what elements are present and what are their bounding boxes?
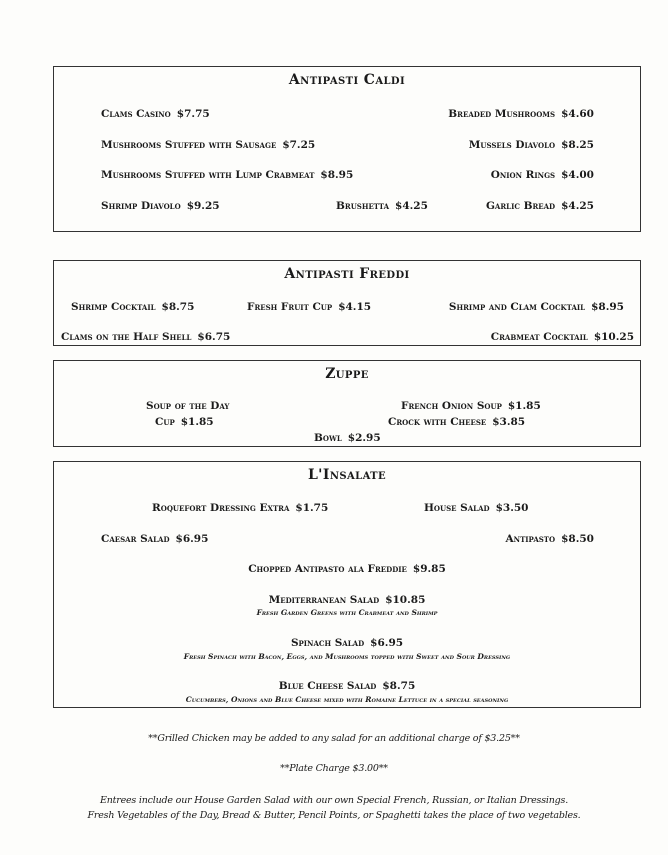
menu-item-clams-casino bbox=[101, 108, 210, 120]
menu-item-mediterranean-salad bbox=[54, 594, 640, 606]
item-name: House Salad bbox=[424, 502, 490, 514]
item-name: Roquefort Dressing Extra bbox=[152, 502, 290, 514]
entrees-note-line-1: Entrees include our House Garden Salad with our own Special French, Russian, or Italian Dressings. bbox=[99, 795, 569, 806]
item-name: Soup of the Day bbox=[146, 400, 230, 412]
grilled-chicken-note: **Grilled Chicken may be added to any salad for an additional charge of $3.25** bbox=[148, 733, 520, 744]
menu-item-crabmeat-cocktail bbox=[491, 331, 634, 343]
item-name: Bowl bbox=[314, 432, 342, 444]
item-price: $3.50 bbox=[495, 502, 529, 514]
item-name: Cup bbox=[155, 416, 175, 428]
section-title: Antipasti Caldi bbox=[288, 72, 406, 88]
item-price: $8.75 bbox=[382, 680, 416, 692]
item-price: $10.25 bbox=[593, 331, 634, 343]
item-price: $6.95 bbox=[175, 533, 209, 545]
section-title: L'Insalate bbox=[307, 467, 387, 483]
antipasti-caldi-section bbox=[53, 66, 641, 232]
item-name: Mushrooms Stuffed with Sausage bbox=[101, 139, 277, 151]
menu-item-mushrooms-sausage bbox=[101, 139, 315, 151]
item-price: $8.25 bbox=[561, 139, 594, 151]
item-price: $10.85 bbox=[385, 594, 426, 606]
item-name: Breaded Mushrooms bbox=[448, 108, 556, 120]
item-name: Mushrooms Stuffed with Lump Crabmeat bbox=[101, 169, 315, 181]
menu-item-crock-with-cheese bbox=[388, 416, 525, 428]
item-price: $8.95 bbox=[591, 301, 624, 313]
section-title: Antipasti Freddi bbox=[284, 266, 410, 282]
menu-item-roquefort-dressing bbox=[152, 502, 328, 514]
item-price: $8.95 bbox=[320, 169, 354, 181]
item-name: Clams on the Half Shell bbox=[61, 331, 192, 343]
menu-item-shrimp-clam-cocktail bbox=[449, 301, 624, 313]
item-name: Crock with Cheese bbox=[388, 416, 487, 428]
item-description: Fresh Spinach with Bacon, Eggs, and Mushrooms topped with Sweet and Sour Dressing bbox=[183, 652, 511, 661]
menu-item-blue-cheese-salad bbox=[54, 680, 640, 692]
item-description: Cucumbers, Onions and Blue Cheese mixed with Romaine Lettuce in a special seasoning bbox=[185, 695, 509, 704]
menu-item-caesar-salad bbox=[101, 533, 208, 545]
item-name: Brushetta bbox=[336, 200, 390, 212]
item-price: $1.85 bbox=[180, 416, 214, 428]
menu-item-chopped-antipasto bbox=[54, 563, 640, 575]
item-name: Clams Casino bbox=[101, 108, 171, 120]
item-description: Fresh Garden Greens with Crabmeat and Shrimp bbox=[256, 608, 438, 617]
antipasti-freddi-section bbox=[53, 260, 641, 346]
item-name: Shrimp Cocktail bbox=[71, 301, 156, 313]
item-price: $7.25 bbox=[282, 139, 316, 151]
menu-item-mussels-diavolo bbox=[469, 139, 594, 151]
item-price: $1.85 bbox=[507, 400, 541, 412]
item-name: Onion Rings bbox=[490, 169, 556, 181]
item-price: $1.75 bbox=[295, 502, 329, 514]
item-price: $8.50 bbox=[561, 533, 594, 545]
item-price: $2.95 bbox=[347, 432, 381, 444]
item-name: Garlic Bread bbox=[485, 200, 556, 212]
menu-item-bowl bbox=[314, 432, 381, 444]
menu-item-cup bbox=[155, 416, 214, 428]
menu-item-shrimp-diavolo bbox=[101, 200, 220, 212]
item-price: $4.25 bbox=[395, 200, 428, 212]
item-name: Shrimp and Clam Cocktail bbox=[448, 301, 586, 313]
menu-item-mushrooms-crabmeat bbox=[101, 169, 353, 181]
item-name: French Onion Soup bbox=[401, 400, 502, 412]
menu-item-onion-rings bbox=[491, 169, 594, 181]
item-price: $4.25 bbox=[561, 200, 594, 212]
item-price: $9.25 bbox=[186, 200, 220, 212]
item-price: $4.60 bbox=[561, 108, 594, 120]
item-name: Mussels Diavolo bbox=[468, 139, 556, 151]
item-name: Crabmeat Cocktail bbox=[490, 331, 588, 343]
item-name: Fresh Fruit Cup bbox=[247, 301, 333, 313]
item-name: Spinach Salad bbox=[290, 637, 365, 649]
menu-item-house-salad bbox=[424, 502, 529, 514]
item-price: $8.75 bbox=[161, 301, 195, 313]
item-name: Chopped Antipasto ala Freddie bbox=[248, 563, 407, 575]
item-price: $3.85 bbox=[492, 416, 526, 428]
menu-item-clams-half-shell bbox=[61, 331, 230, 343]
item-name: Blue Cheese Salad bbox=[278, 680, 377, 692]
item-name: Shrimp Diavolo bbox=[101, 200, 181, 212]
menu-item-breaded-mushrooms bbox=[448, 108, 594, 120]
item-name: Antipasto bbox=[505, 533, 556, 545]
item-name: Mediterranean Salad bbox=[268, 594, 380, 606]
menu-item-brushetta bbox=[336, 200, 428, 212]
insalate-section bbox=[53, 461, 641, 708]
plate-charge-note: **Plate Charge $3.00** bbox=[280, 763, 388, 774]
zuppe-section bbox=[53, 360, 641, 447]
menu-item-spinach-salad bbox=[54, 637, 640, 649]
menu-item-shrimp-cocktail bbox=[71, 301, 194, 313]
menu-item-fruit-cup bbox=[247, 301, 371, 313]
item-price: $7.75 bbox=[176, 108, 210, 120]
item-price: $4.15 bbox=[338, 301, 372, 313]
section-title: Zuppe bbox=[325, 366, 369, 382]
item-name: Caesar Salad bbox=[101, 533, 170, 545]
item-price: $6.75 bbox=[197, 331, 231, 343]
menu-item-french-onion-soup bbox=[401, 400, 541, 412]
menu-item-soup-of-the-day bbox=[146, 400, 229, 412]
menu-item-antipasto bbox=[506, 533, 594, 545]
entrees-note-line-2: Fresh Vegetables of the Day, Bread & Butter, Pencil Points, or Spaghetti takes the place of two vegetables. bbox=[87, 810, 581, 821]
item-price: $6.95 bbox=[370, 637, 404, 649]
item-price: $4.00 bbox=[561, 169, 594, 181]
item-price: $9.85 bbox=[412, 563, 446, 575]
menu-item-garlic-bread bbox=[486, 200, 594, 212]
